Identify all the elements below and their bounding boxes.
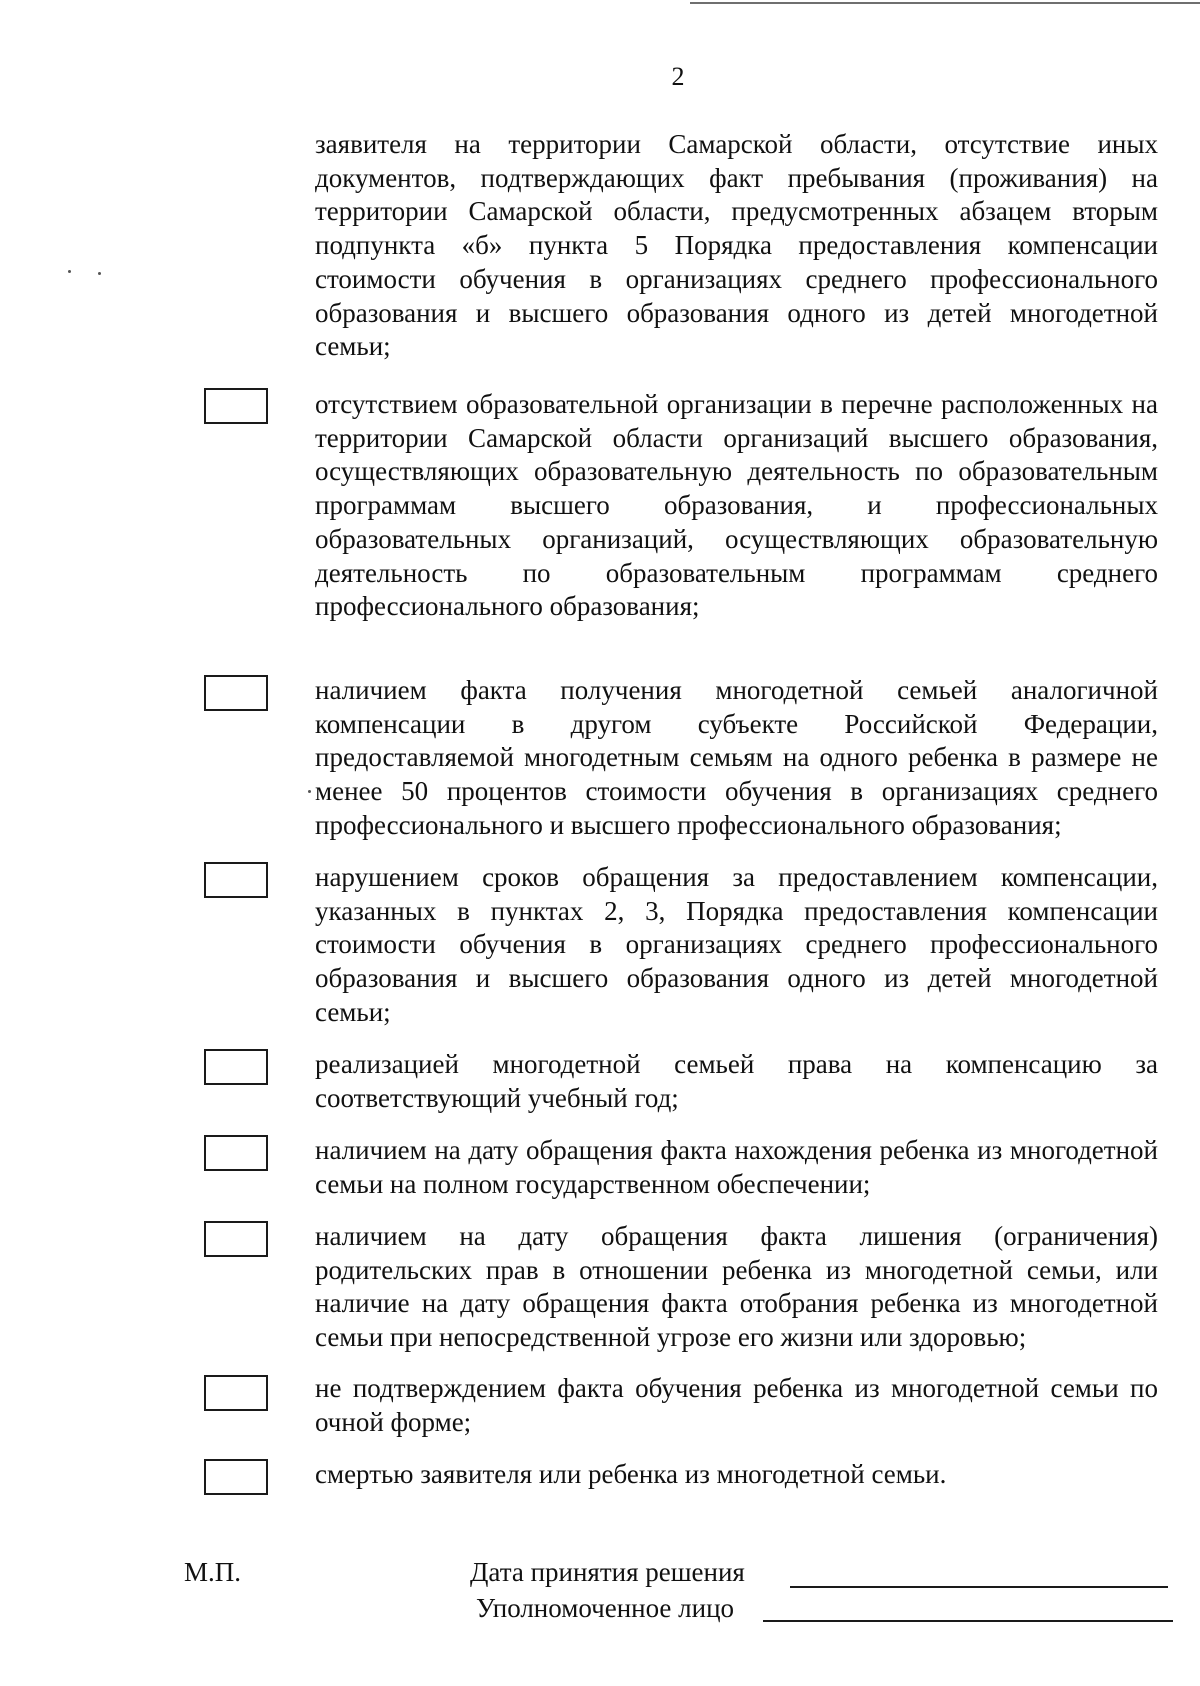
reason-checkbox-2[interactable]	[204, 862, 268, 898]
stamp-label: М.П.	[184, 1557, 242, 1587]
reason-text-7: смертью заявителя или ребенка из многодетной семьи.	[315, 1459, 947, 1489]
scan-edge-line	[690, 2, 1200, 4]
reason-checkbox-5[interactable]	[204, 1221, 268, 1257]
scan-speck	[68, 270, 71, 273]
reason-text-3: реализацией многодетной семьей права на компенсацию за соответствующий учебный год;	[315, 1049, 1158, 1113]
reason-checkbox-7[interactable]	[204, 1459, 268, 1495]
decision-date-field[interactable]	[790, 1586, 1168, 1588]
reason-text-1: наличием факта получения многодетной семьей аналогичной компенсации в другом субъекте Российской Федерации, предоставляемой многодетным семьям на одного ребенка в размере не менее 50 процентов стоимости обучения в организациях среднего профессионального и высшего профессионального образования;	[315, 675, 1158, 840]
intro-paragraph: заявителя на территории Самарской области, отсутствие иных документов, подтверждающих факт пребывания (проживания) на территории Самарской области, предусмотренных абзацем вторым подпункта «б» пункта 5 Порядка предоставления компенсации стоимости обучения в организациях среднего профессионального образования и высшего образования одного из детей многодетной семьи;	[315, 129, 1158, 362]
reason-text-0: отсутствием образовательной организации в перечне расположенных на территории Самарской области организаций высшего образования, осуществляющих образовательную деятельность по образовательным программам высшего образования, и профессиональных образовательных организаций, осуществляющих образовательную деятельность по образовательным программам среднего профессионального образования;	[315, 389, 1158, 622]
scan-speck	[98, 272, 101, 275]
reason-checkbox-4[interactable]	[204, 1135, 268, 1171]
decision-date-label: Дата принятия решения	[470, 1557, 745, 1587]
reason-text-5: наличием на дату обращения факта лишения (ограничения) родительских прав в отношении ребенка из многодетной семьи, или наличие на дату обращения факта отобрания ребенка из многодетной семьи при непосредственной угрозе его жизни или здоровью;	[315, 1221, 1158, 1353]
authorized-person-label: Уполномоченное лицо	[476, 1593, 735, 1623]
authorized-person-field[interactable]	[763, 1620, 1173, 1622]
reason-checkbox-0[interactable]	[204, 388, 268, 424]
reason-text-6: не подтверждением факта обучения ребенка из многодетной семьи по очной форме;	[315, 1373, 1158, 1437]
scan-speck	[308, 790, 311, 793]
reason-checkbox-1[interactable]	[204, 675, 268, 711]
reason-checkbox-3[interactable]	[204, 1049, 268, 1085]
reason-checkbox-6[interactable]	[204, 1375, 268, 1411]
page-number: 2	[671, 62, 685, 91]
reason-text-2: нарушением сроков обращения за предоставлением компенсации, указанных в пунктах 2, 3, Порядка предоставления компенсации стоимости обучения в организациях среднего профессионального образования и высшего образования одного из детей многодетной семьи;	[315, 862, 1158, 1027]
reason-text-4: наличием на дату обращения факта нахождения ребенка из многодетной семьи на полном государственном обеспечении;	[315, 1135, 1158, 1199]
